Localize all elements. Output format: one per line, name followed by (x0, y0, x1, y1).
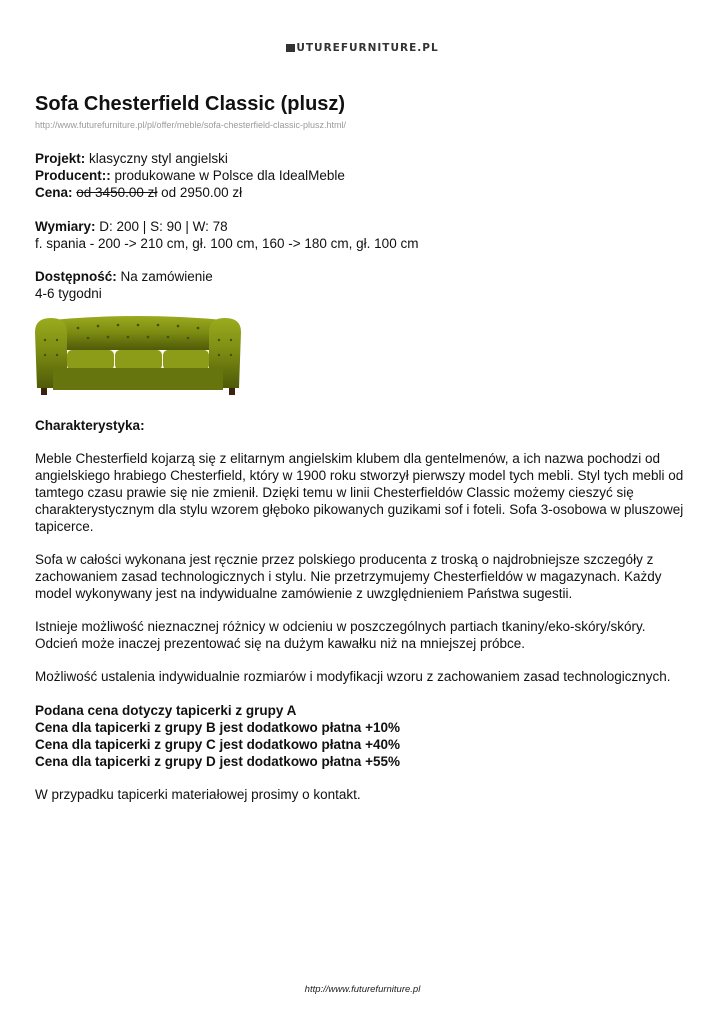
section-heading: Charakterystyka: (35, 418, 145, 433)
price-group-b: Cena dla tapicerki z grupy B jest dodatkowo płatna +10% (35, 720, 400, 735)
new-price: od 2950.00 zł (157, 185, 243, 200)
description-paragraph-1: Meble Chesterfield kojarzą się z elitarnym angielskim klubem dla gentelmenów, a ich nazwa pochodzi od angielskiego hrabiego Chesterfield, który w 1900 roku stworzył pierwszy model tych mebli. Styl tych mebli od tamtego czasu prawie się nie zmienił. Dzięki temu w linii Chesterfieldów Classic możemy cieszyć się charakterystycznym dla stylu wzorem głęboko pikowanych guzikami sof i foteli. Sofa 3-osobowa w pluszowej tapicerce. (35, 451, 684, 534)
cena-line (35, 184, 242, 201)
projekt-label: Projekt: (35, 151, 86, 166)
spania-line: f. spania - 200 -> 210 cm, gł. 100 cm, 160 -> 180 cm, gł. 100 cm (35, 236, 419, 251)
dostepnosc-value: Na zamówienie (116, 269, 213, 284)
wymiary-label: Wymiary: (35, 219, 96, 234)
old-price: od 3450.00 zł (76, 185, 158, 200)
price-group-d: Cena dla tapicerki z grupy D jest dodatkowo płatna +55% (35, 754, 400, 769)
producent-label: Producent:: (35, 168, 111, 183)
dostepnosc-label: Dostępność: (35, 269, 117, 284)
producent-line (35, 167, 345, 184)
description-paragraph-2: Sofa w całości wykonana jest ręcznie przez polskiego producenta z troską o najdrobniejsze szczegóły z zachowaniem zasad technologicznych i stylu. Nie przetrzymujemy Chesterfieldów w magazynach. Każdy model wykonywany jest na indywidualne zamówienie z uwzględnieniem Państwa sugestii. (35, 552, 662, 601)
dostepnosc-line (35, 268, 213, 285)
description-paragraph-3a: Istnieje możliwość nieznacznej różnicy w odcieniu w poszczególnych partiach tkaniny/eko-skóry/skóry. (35, 619, 646, 634)
logo-text: UTUREFURNITURE.PL (296, 42, 439, 54)
description-paragraph-3b: Odcień może inaczej prezentować się na dużym kawałku niż na mniejszej próbce. (35, 636, 525, 651)
cena-label: Cena: (35, 185, 73, 200)
dostepnosc-time: 4-6 tygodni (35, 286, 102, 301)
product-title: Sofa Chesterfield Classic (plusz) (35, 93, 346, 115)
sofa-image (33, 310, 243, 400)
wymiary-value: D: 200 | S: 90 | W: 78 (95, 219, 228, 234)
site-logo (0, 42, 725, 54)
price-group-a: Podana cena dotyczy tapicerki z grupy A (35, 703, 297, 718)
projekt-line (35, 150, 228, 167)
logo-mark (286, 44, 295, 52)
product-url[interactable]: http://www.futurefurniture.pl/pl/offer/meble/sofa-chesterfield-classic-plusz.html/ (35, 120, 346, 130)
contact-note: W przypadku tapicerki materiałowej prosimy o kontakt. (35, 787, 361, 802)
wymiary-line (35, 218, 228, 235)
footer-url[interactable]: http://www.futurefurniture.pl (304, 984, 421, 995)
description-paragraph-4: Możliwość ustalenia indywidualnie rozmiarów i modyfikacji wzoru z zachowaniem zasad technologicznych. (35, 669, 671, 684)
projekt-value: klasyczny styl angielski (85, 151, 228, 166)
price-group-c: Cena dla tapicerki z grupy C jest dodatkowo płatna +40% (35, 737, 400, 752)
producent-value: produkowane w Polsce dla IdealMeble (110, 168, 345, 183)
